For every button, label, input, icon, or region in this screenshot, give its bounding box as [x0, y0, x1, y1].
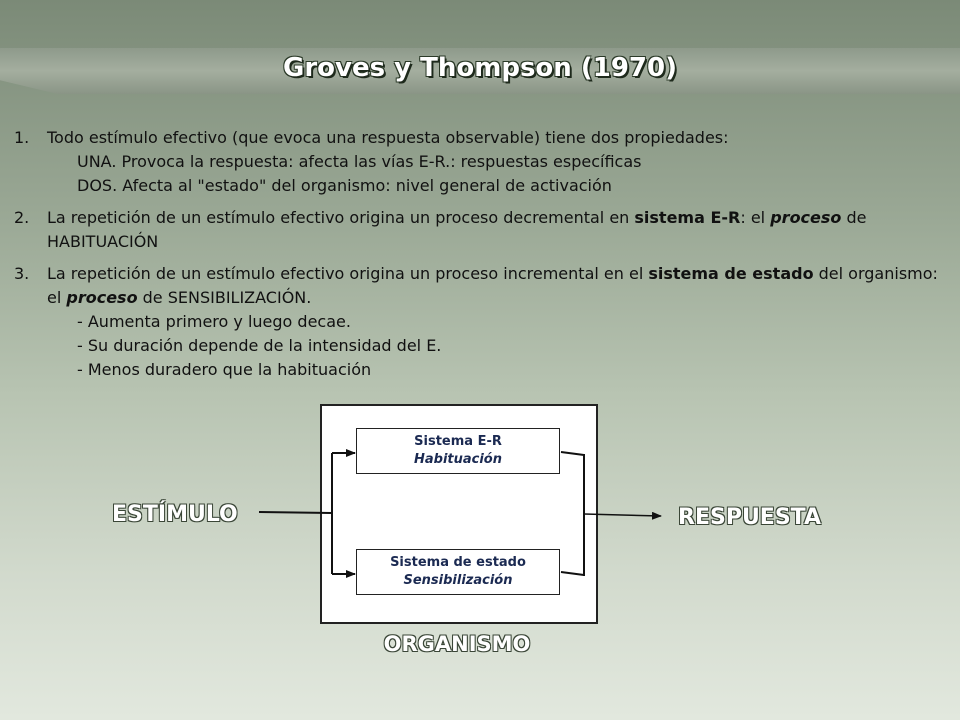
item-text-bold: sistema E-R [634, 208, 741, 227]
system-process: Sensibilización [403, 573, 513, 588]
item-sub: - Menos duradero que la habituación [77, 360, 372, 379]
system-process: Habituación [413, 452, 502, 467]
item-text-part: de SENSIBILIZACIÓN. [137, 288, 312, 307]
system-name: Sistema de estado [390, 555, 526, 570]
slide-title: Groves y Thompson (1970) [283, 53, 677, 83]
item-text: Todo estímulo efectivo (que evoca una respuesta observable) tiene dos propiedades: [47, 128, 729, 147]
item-text-bold: sistema de estado [648, 264, 814, 283]
item-number: 3. [14, 264, 30, 283]
item-text-part: : el [740, 208, 771, 227]
item-number: 1. [14, 128, 30, 147]
item-sub: DOS. Afecta al "estado" del organismo: nivel general de activación [77, 176, 612, 195]
system-name: Sistema E-R [414, 434, 502, 449]
system-er-box [356, 428, 560, 474]
item-text-bold-italic: proceso [770, 208, 842, 227]
item-text-part: La repetición de un estímulo efectivo origina un proceso incremental en el [47, 264, 649, 283]
stimulus-label: ESTÍMULO [112, 502, 238, 527]
item-sub: - Aumenta primero y luego decae. [77, 312, 351, 331]
item-number: 2. [14, 208, 30, 227]
response-label: RESPUESTA [678, 505, 821, 530]
item-text-part: de HABITUACIÓN [47, 208, 867, 251]
item-sub: - Su duración depende de la intensidad del E. [77, 336, 442, 355]
system-state-box [356, 549, 560, 595]
item-sub: UNA. Provoca la respuesta: afecta las vías E-R.: respuestas específicas [77, 152, 642, 171]
organism-label: ORGANISMO [383, 632, 531, 656]
item-text-bold-italic: proceso [66, 288, 138, 307]
item-text-part: La repetición de un estímulo efectivo origina un proceso decremental en [47, 208, 635, 227]
item-text-part: del organismo: el [47, 264, 938, 307]
